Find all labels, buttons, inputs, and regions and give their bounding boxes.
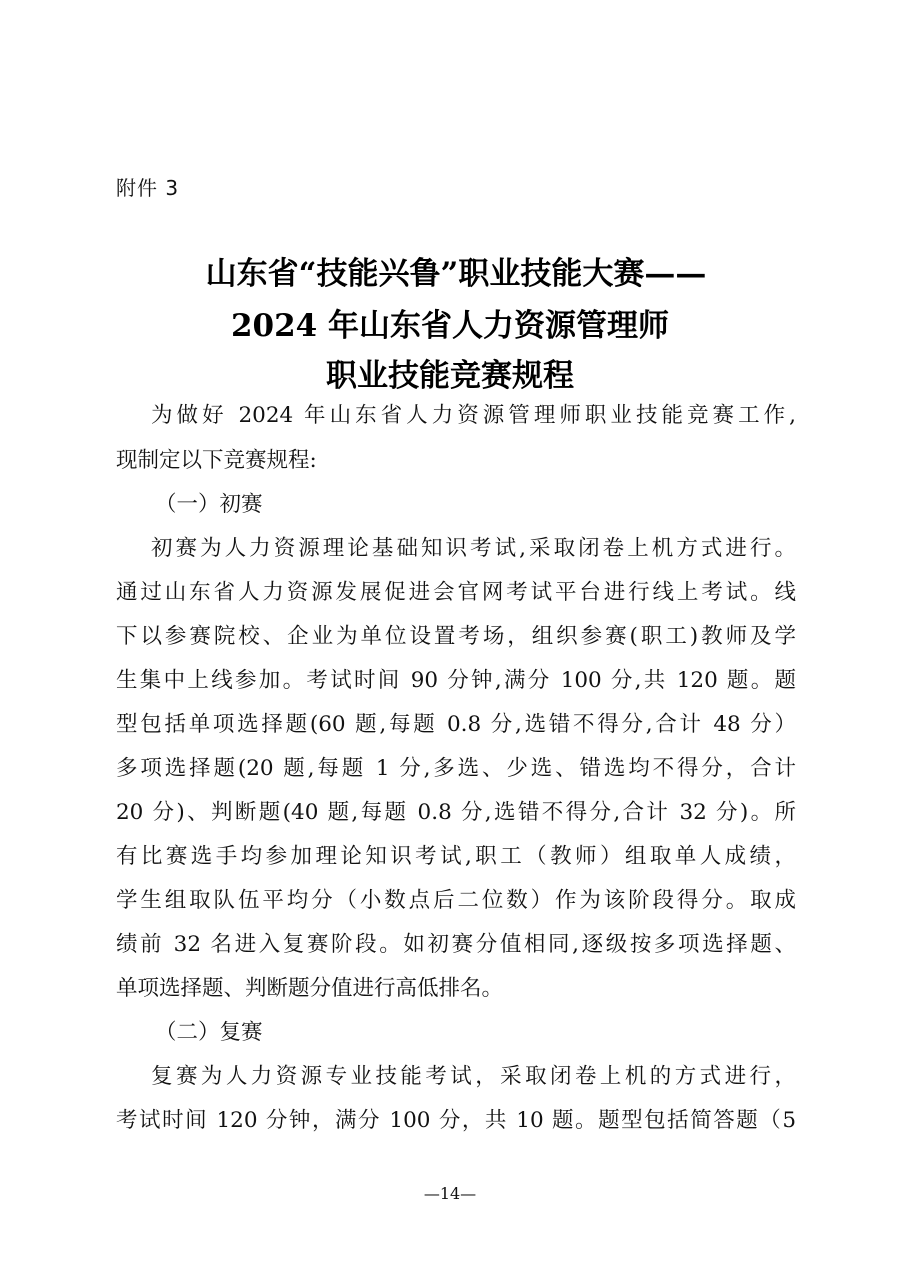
paragraph-line: 生集中上线参加。考试时间 90 分钟,满分 100 分,共 120 题。题 [116, 668, 796, 693]
paragraph-line: 下以参赛院校、企业为单位设置考场，组织参赛(职工)教师及学 [116, 624, 796, 649]
attachment-label: 附件 3 [116, 176, 180, 200]
section-heading-semifinal: （二）复赛 [155, 1020, 263, 1045]
paragraph-line: 初赛为人力资源理论基础知识考试,采取闭卷上机方式进行。 [151, 536, 796, 561]
page-number: —14— [423, 1184, 477, 1203]
paragraph-line: 型包括单项选择题(60 题,每题 0.8 分,选错不得分,合计 48 分） [116, 712, 796, 737]
title-line-1: 山东省“技能兴鲁”职业技能大赛—— [205, 256, 707, 292]
paragraph-line: 绩前 32 名进入复赛阶段。如初赛分值相同,逐级按多项选择题、 [116, 932, 796, 957]
paragraph-line: 多项选择题(20 题,每题 1 分,多选、少选、错选均不得分，合计 [116, 756, 796, 781]
paragraph-line: 有比赛选手均参加理论知识考试,职工（教师）组取单人成绩， [116, 844, 796, 869]
intro-line-2: 现制定以下竞赛规程: [116, 448, 317, 473]
title-line-2: 2024 年山东省人力资源管理师 [230, 308, 670, 344]
title-line-3: 职业技能竞赛规程 [326, 358, 574, 394]
paragraph-line: 20 分)、判断题(40 题,每题 0.8 分,选错不得分,合计 32 分)。所 [116, 800, 796, 825]
section-heading-preliminary: （一）初赛 [155, 492, 263, 517]
paragraph-line: 学生组取队伍平均分（小数点后二位数）作为该阶段得分。取成 [116, 888, 796, 913]
paragraph-line: 考试时间 120 分钟，满分 100 分，共 10 题。题型包括简答题（5 [116, 1108, 796, 1133]
paragraph-line: 单项选择题、判断题分值进行高低排名。 [116, 976, 504, 1001]
paragraph-line: 通过山东省人力资源发展促进会官网考试平台进行线上考试。线 [116, 580, 796, 605]
paragraph-line: 复赛为人力资源专业技能考试，采取闭卷上机的方式进行， [151, 1064, 796, 1089]
intro-line-1: 为做好 2024 年山东省人力资源管理师职业技能竞赛工作, [151, 403, 796, 428]
